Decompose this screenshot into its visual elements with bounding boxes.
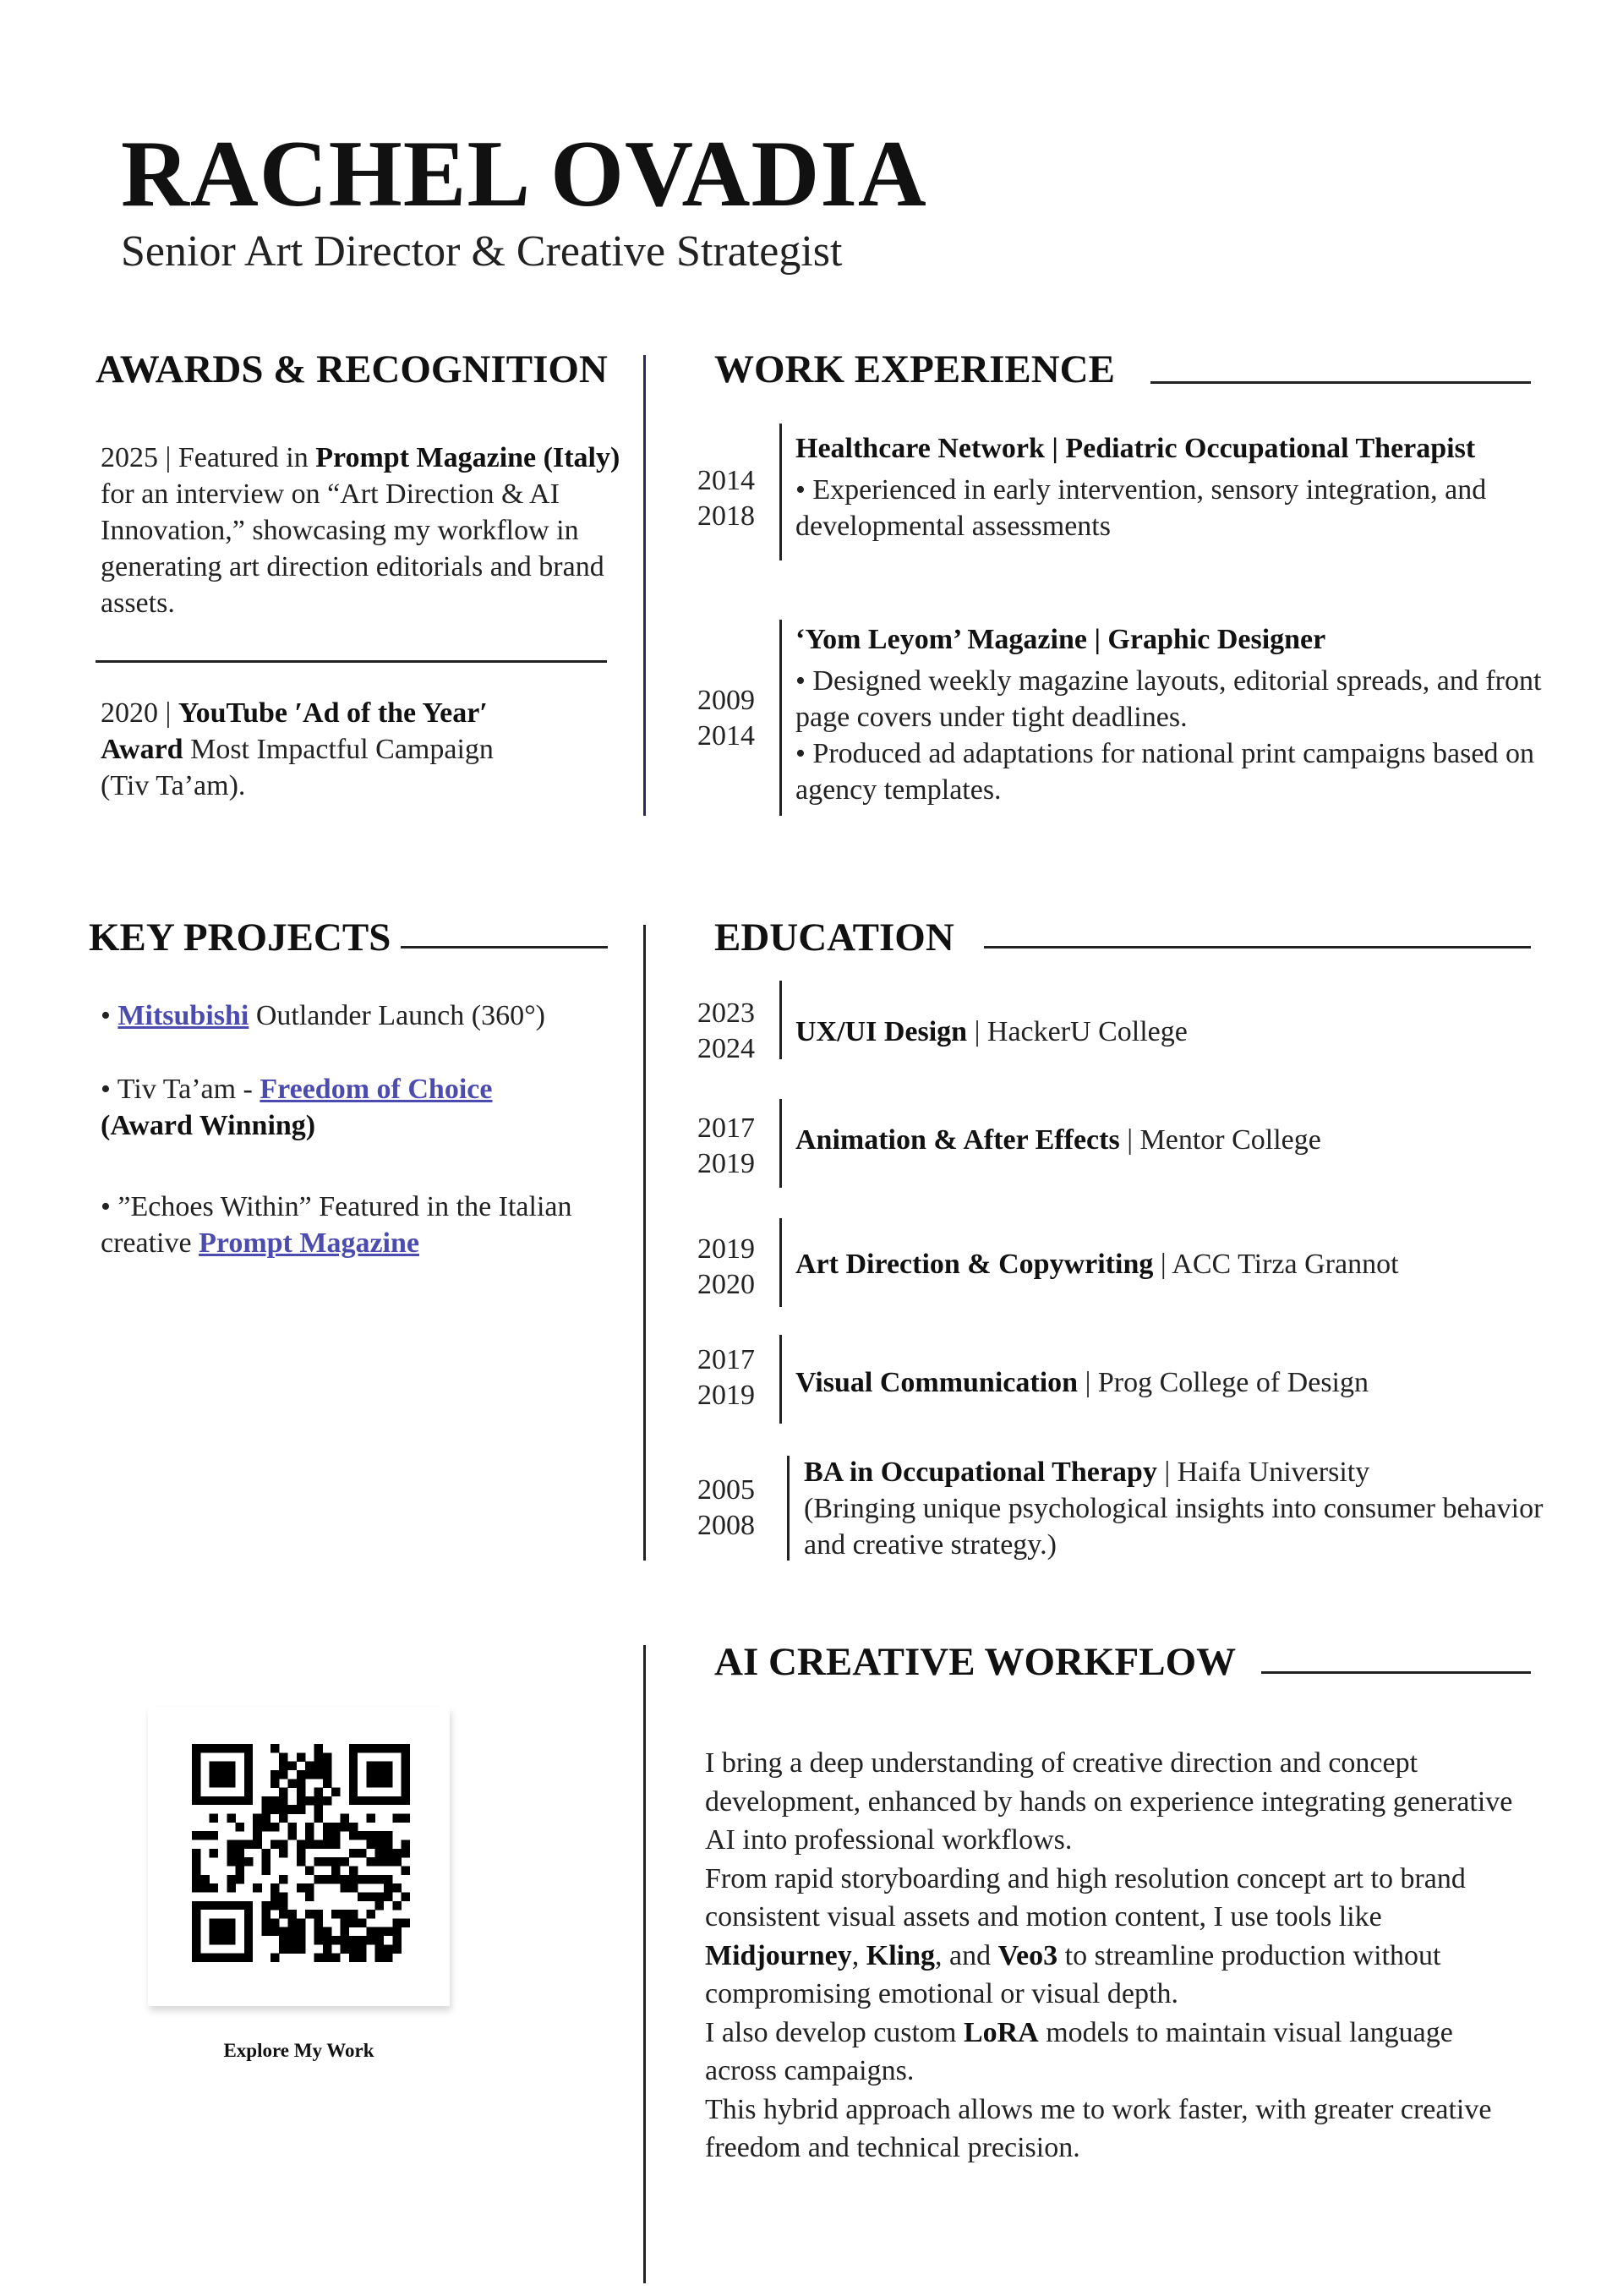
edu-entry: BA in Occupational Therapy | Haifa University (Bringing unique psychological insights into consumer behavior and creative strategy.) [804, 1454, 1548, 1563]
edu-note: (Bringing unique psychological insights into consumer behavior and creative strategy.) [804, 1493, 1544, 1561]
timeline-line [779, 620, 782, 816]
award-item [101, 440, 633, 621]
ai-workflow-heading: AI CREATIVE WORKFLOW [714, 1640, 1237, 1684]
award-year: 2025 | [101, 442, 178, 473]
qr-card[interactable] [148, 1707, 450, 2006]
column-divider [643, 925, 646, 1561]
project-item: • Mitsubishi Outlander Launch (360°) [101, 1000, 546, 1031]
awards-heading: AWARDS & RECOGNITION [96, 347, 608, 391]
job-dates: 2014 2018 [697, 465, 755, 532]
timeline-line [779, 1218, 782, 1307]
timeline-line [779, 1335, 782, 1424]
job-entry [795, 621, 1556, 808]
award-winning-label: (Award Winning) [101, 1110, 316, 1141]
qr-caption: Explore My Work [223, 2040, 374, 2061]
heading-rule [401, 946, 608, 948]
project-item: • ”Echoes Within” Featured in the Italian creative Prompt Magazine [101, 1191, 572, 1259]
column-divider [643, 355, 646, 816]
edu-dates: 2017 2019 [697, 1112, 755, 1179]
edu-dates: 2019 2020 [697, 1233, 755, 1300]
ai-workflow-text: I bring a deep understanding of creative direction and concept development, enhanced by hands on experience integrating generative AI into professional workflows. From rapid storyboarding and high resolution concept art to brand consistent visual assets and motion content, I use tools like Midjourney, Kling, and Veo3 to streamline production without compromising emotional or visual depth. I also develop custom LoRA models to maintain visual language across campaigns. This hybrid approach allows me to work faster, with greater creative freedom and technical precision. [705, 1747, 1513, 2163]
candidate-name: RACHEL OVADIA [121, 122, 927, 227]
job-dates: 2009 2014 [697, 685, 755, 752]
column-divider [643, 1645, 646, 2283]
job-entry [795, 430, 1556, 544]
project-link-prompt-magazine[interactable]: Prompt Magazine [199, 1227, 420, 1259]
award-year: 2020 | [101, 697, 178, 729]
job-bullet: • Produced ad adaptations for national print campaigns based on agency templates. [795, 738, 1534, 806]
job-title: ‘Yom Leyom’ Magazine | Graphic Designer [795, 624, 1326, 655]
award-title: YouTube ′Ad of the Year′ Award [101, 697, 488, 765]
timeline-line [779, 1099, 782, 1188]
edu-entry: Animation & After Effects | Mentor College [795, 1124, 1321, 1156]
heading-rule [984, 946, 1531, 948]
job-bullet: • Designed weekly magazine layouts, editorial spreads, and front page covers under tight deadlines. [795, 665, 1542, 733]
project-link-freedom-of-choice[interactable]: Freedom of Choice [260, 1074, 493, 1105]
timeline-line [787, 1456, 790, 1561]
edu-dates: 2023 2024 [697, 998, 755, 1064]
qr-code[interactable] [192, 1744, 410, 1962]
award-text: for an interview on “Art Direction & AI Innovation,” showcasing my workflow in generating art direction editorials and brand assets. [101, 478, 604, 619]
edu-dates: 2017 2019 [697, 1344, 755, 1411]
heading-rule [1261, 1671, 1531, 1674]
timeline-line [779, 424, 782, 560]
job-bullet: • Experienced in early intervention, sensory integration, and developmental assessments [795, 474, 1487, 542]
work-heading: WORK EXPERIENCE [714, 347, 1115, 391]
edu-dates: 2005 2008 [697, 1474, 755, 1541]
projects-heading: KEY PROJECTS [89, 916, 391, 959]
edu-entry: Art Direction & Copywriting | ACC Tirza Grannot [795, 1249, 1399, 1280]
candidate-title: Senior Art Director & Creative Strategist [121, 227, 843, 276]
edu-entry: UX/UI Design | HackerU College [795, 1016, 1188, 1047]
award-text: Featured in [178, 442, 316, 473]
award-item [101, 695, 506, 804]
award-text: Most Impactful Campaign (Tiv Ta’am). [101, 734, 494, 801]
edu-entry: Visual Communication | Prog College of Design [795, 1367, 1369, 1398]
award-publication: Prompt Magazine (Italy) [315, 442, 620, 473]
project-item: • Tiv Ta’am - Freedom of Choice (Award Winning) [101, 1074, 493, 1141]
job-title: Healthcare Network | Pediatric Occupational Therapist [795, 433, 1476, 464]
heading-rule [1150, 381, 1531, 384]
education-heading: EDUCATION [714, 916, 954, 959]
timeline-line [779, 981, 782, 1059]
divider [96, 660, 607, 663]
project-link-mitsubishi[interactable]: Mitsubishi [117, 1000, 249, 1031]
